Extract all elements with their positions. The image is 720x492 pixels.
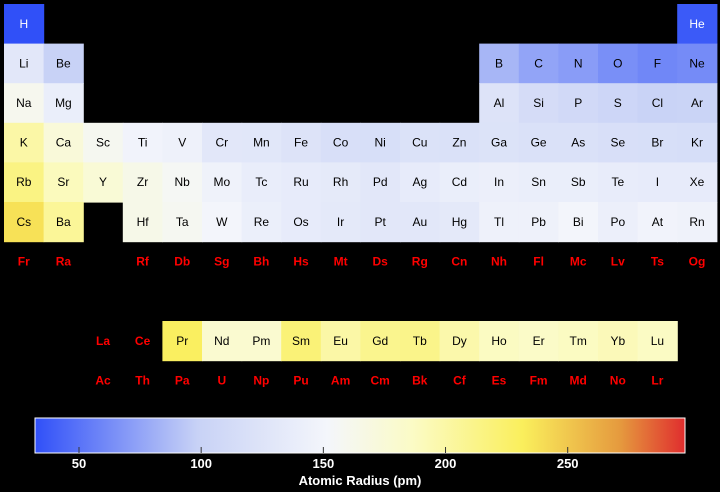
element-label-sr: Sr (57, 175, 70, 190)
element-label-cn: Cn (451, 254, 468, 269)
element-label-ru: Ru (293, 175, 309, 190)
element-label-bk: Bk (412, 373, 428, 388)
element-label-ds: Ds (372, 254, 388, 269)
element-label-li: Li (19, 56, 29, 71)
colorbar-gradient (35, 418, 685, 453)
element-label-pt: Pt (374, 214, 386, 229)
element-label-ni: Ni (374, 135, 386, 150)
element-label-cm: Cm (370, 373, 390, 388)
element-label-re: Re (253, 214, 270, 229)
element-label-pa: Pa (174, 373, 190, 388)
element-label-no: No (609, 373, 626, 388)
element-label-tc: Tc (255, 175, 268, 190)
element-label-es: Es (491, 373, 507, 388)
element-label-u: U (217, 373, 227, 388)
element-label-mc: Mc (569, 254, 587, 269)
element-label-v: V (178, 135, 187, 150)
element-label-fr: Fr (17, 254, 30, 269)
element-label-bi: Bi (572, 214, 584, 229)
element-label-os: Os (293, 214, 309, 229)
colorbar-tick-label: 200 (434, 456, 457, 471)
element-label-cd: Cd (451, 175, 468, 190)
element-label-nb: Nb (174, 175, 190, 190)
colorbar-label: Atomic Radius (pm) (298, 473, 422, 488)
element-label-cl: Cl (651, 96, 664, 110)
element-label-be: Be (56, 56, 71, 71)
element-label-pu: Pu (293, 373, 309, 388)
element-label-ho: Ho (491, 333, 507, 348)
element-label-sg: Sg (214, 254, 230, 269)
element-label-se: Se (610, 135, 626, 150)
element-label-lv: Lv (610, 254, 625, 269)
element-label-rf: Rf (136, 254, 149, 269)
element-label-ca: Ca (55, 135, 72, 150)
element-label-y: Y (98, 175, 108, 190)
element-cells (4, 4, 717, 387)
element-label-s: S (613, 96, 622, 110)
element-label-md: Md (569, 373, 587, 388)
element-label-la: La (95, 333, 111, 348)
element-label-ti: Ti (137, 135, 148, 150)
element-label-na: Na (16, 96, 32, 110)
element-label-sm: Sm (292, 333, 310, 348)
element-label-al: Al (493, 96, 505, 110)
colorbar-tick-label: 100 (190, 456, 213, 471)
element-label-pd: Pd (372, 175, 388, 190)
element-label-nd: Nd (214, 333, 230, 348)
element-label-rb: Rb (16, 175, 32, 190)
element-label-ac: Ac (95, 373, 111, 388)
element-label-cf: Cf (453, 373, 466, 388)
element-label-ts: Ts (650, 254, 664, 269)
colorbar-tick-label: 250 (556, 456, 579, 471)
element-label-zn: Zn (452, 135, 467, 150)
element-label-as: As (571, 135, 586, 150)
element-label-co: Co (332, 135, 349, 150)
element-label-hf: Hf (136, 214, 149, 229)
element-label-ga: Ga (490, 135, 508, 150)
element-label-te: Te (611, 175, 625, 190)
element-label-kr: Kr (691, 135, 703, 150)
colorbar (35, 418, 685, 488)
element-label-tl: Tl (494, 214, 504, 229)
element-label-dy: Dy (452, 333, 467, 348)
element-label-ba: Ba (56, 214, 71, 229)
element-label-lr: Lr (651, 373, 664, 388)
element-label-b: B (494, 56, 504, 71)
element-label-sc: Sc (95, 135, 111, 150)
colorbar-tick-label: 50 (71, 456, 87, 471)
element-label-ar: Ar (691, 96, 703, 110)
element-label-pm: Pm (252, 333, 271, 348)
element-label-mt: Mt (333, 254, 348, 269)
element-label-th: Th (135, 373, 150, 388)
element-label-ce: Ce (134, 333, 151, 348)
element-label-fl: Fl (533, 254, 544, 269)
element-label-sn: Sn (531, 175, 546, 190)
element-label-i: I (655, 175, 660, 190)
element-label-cu: Cu (412, 135, 428, 150)
element-label-n: N (573, 56, 583, 71)
element-label-hg: Hg (451, 214, 468, 229)
element-label-si: Si (533, 96, 544, 110)
element-label-pr: Pr (176, 333, 189, 348)
element-label-cr: Cr (215, 135, 229, 150)
element-label-mn: Mn (253, 135, 270, 150)
element-label-mo: Mo (213, 175, 231, 190)
element-label-ta: Ta (175, 214, 189, 229)
element-label-k: K (19, 135, 28, 150)
element-label-db: Db (174, 254, 191, 269)
element-label-cs: Cs (16, 214, 32, 229)
element-label-nh: Nh (491, 254, 507, 269)
element-label-fe: Fe (293, 135, 309, 150)
element-label-mg: Mg (55, 96, 72, 110)
element-label-w: W (216, 214, 228, 229)
element-label-er: Er (532, 333, 545, 348)
element-label-eu: Eu (333, 333, 348, 348)
element-label-ne: Ne (689, 56, 705, 71)
element-label-rn: Rn (689, 214, 705, 229)
element-label-rh: Rh (332, 175, 349, 190)
element-label-au: Au (412, 214, 428, 229)
element-label-ge: Ge (530, 135, 547, 150)
element-label-in: In (493, 175, 505, 190)
element-label-po: Po (610, 214, 626, 229)
element-label-tm: Tm (569, 333, 587, 348)
element-label-fm: Fm (529, 373, 548, 388)
element-label-at: At (651, 214, 664, 229)
element-label-ra: Ra (55, 254, 72, 269)
element-label-tb: Tb (412, 333, 427, 348)
element-label-ag: Ag (412, 175, 428, 190)
element-label-h: H (19, 16, 29, 31)
element-label-bh: Bh (253, 254, 270, 269)
element-label-c: C (534, 56, 543, 71)
element-label-lu: Lu (650, 333, 665, 348)
element-label-he: He (689, 16, 705, 31)
element-label-o: O (613, 56, 623, 71)
element-label-rg: Rg (411, 254, 428, 269)
element-label-np: Np (253, 373, 270, 388)
colorbar-tick-label: 150 (312, 456, 335, 471)
element-label-xe: Xe (689, 175, 705, 190)
element-label-hs: Hs (293, 254, 309, 269)
element-label-pb: Pb (531, 214, 546, 229)
element-label-sb: Sb (570, 175, 586, 190)
element-label-gd: Gd (372, 333, 389, 348)
element-label-ir: Ir (336, 214, 345, 229)
element-label-zr: Zr (136, 175, 149, 190)
element-label-p: P (574, 96, 583, 110)
element-label-yb: Yb (610, 333, 626, 348)
element-label-og: Og (688, 254, 706, 269)
element-label-am: Am (330, 373, 351, 388)
element-label-f: F (653, 56, 662, 71)
element-label-br: Br (651, 135, 664, 150)
